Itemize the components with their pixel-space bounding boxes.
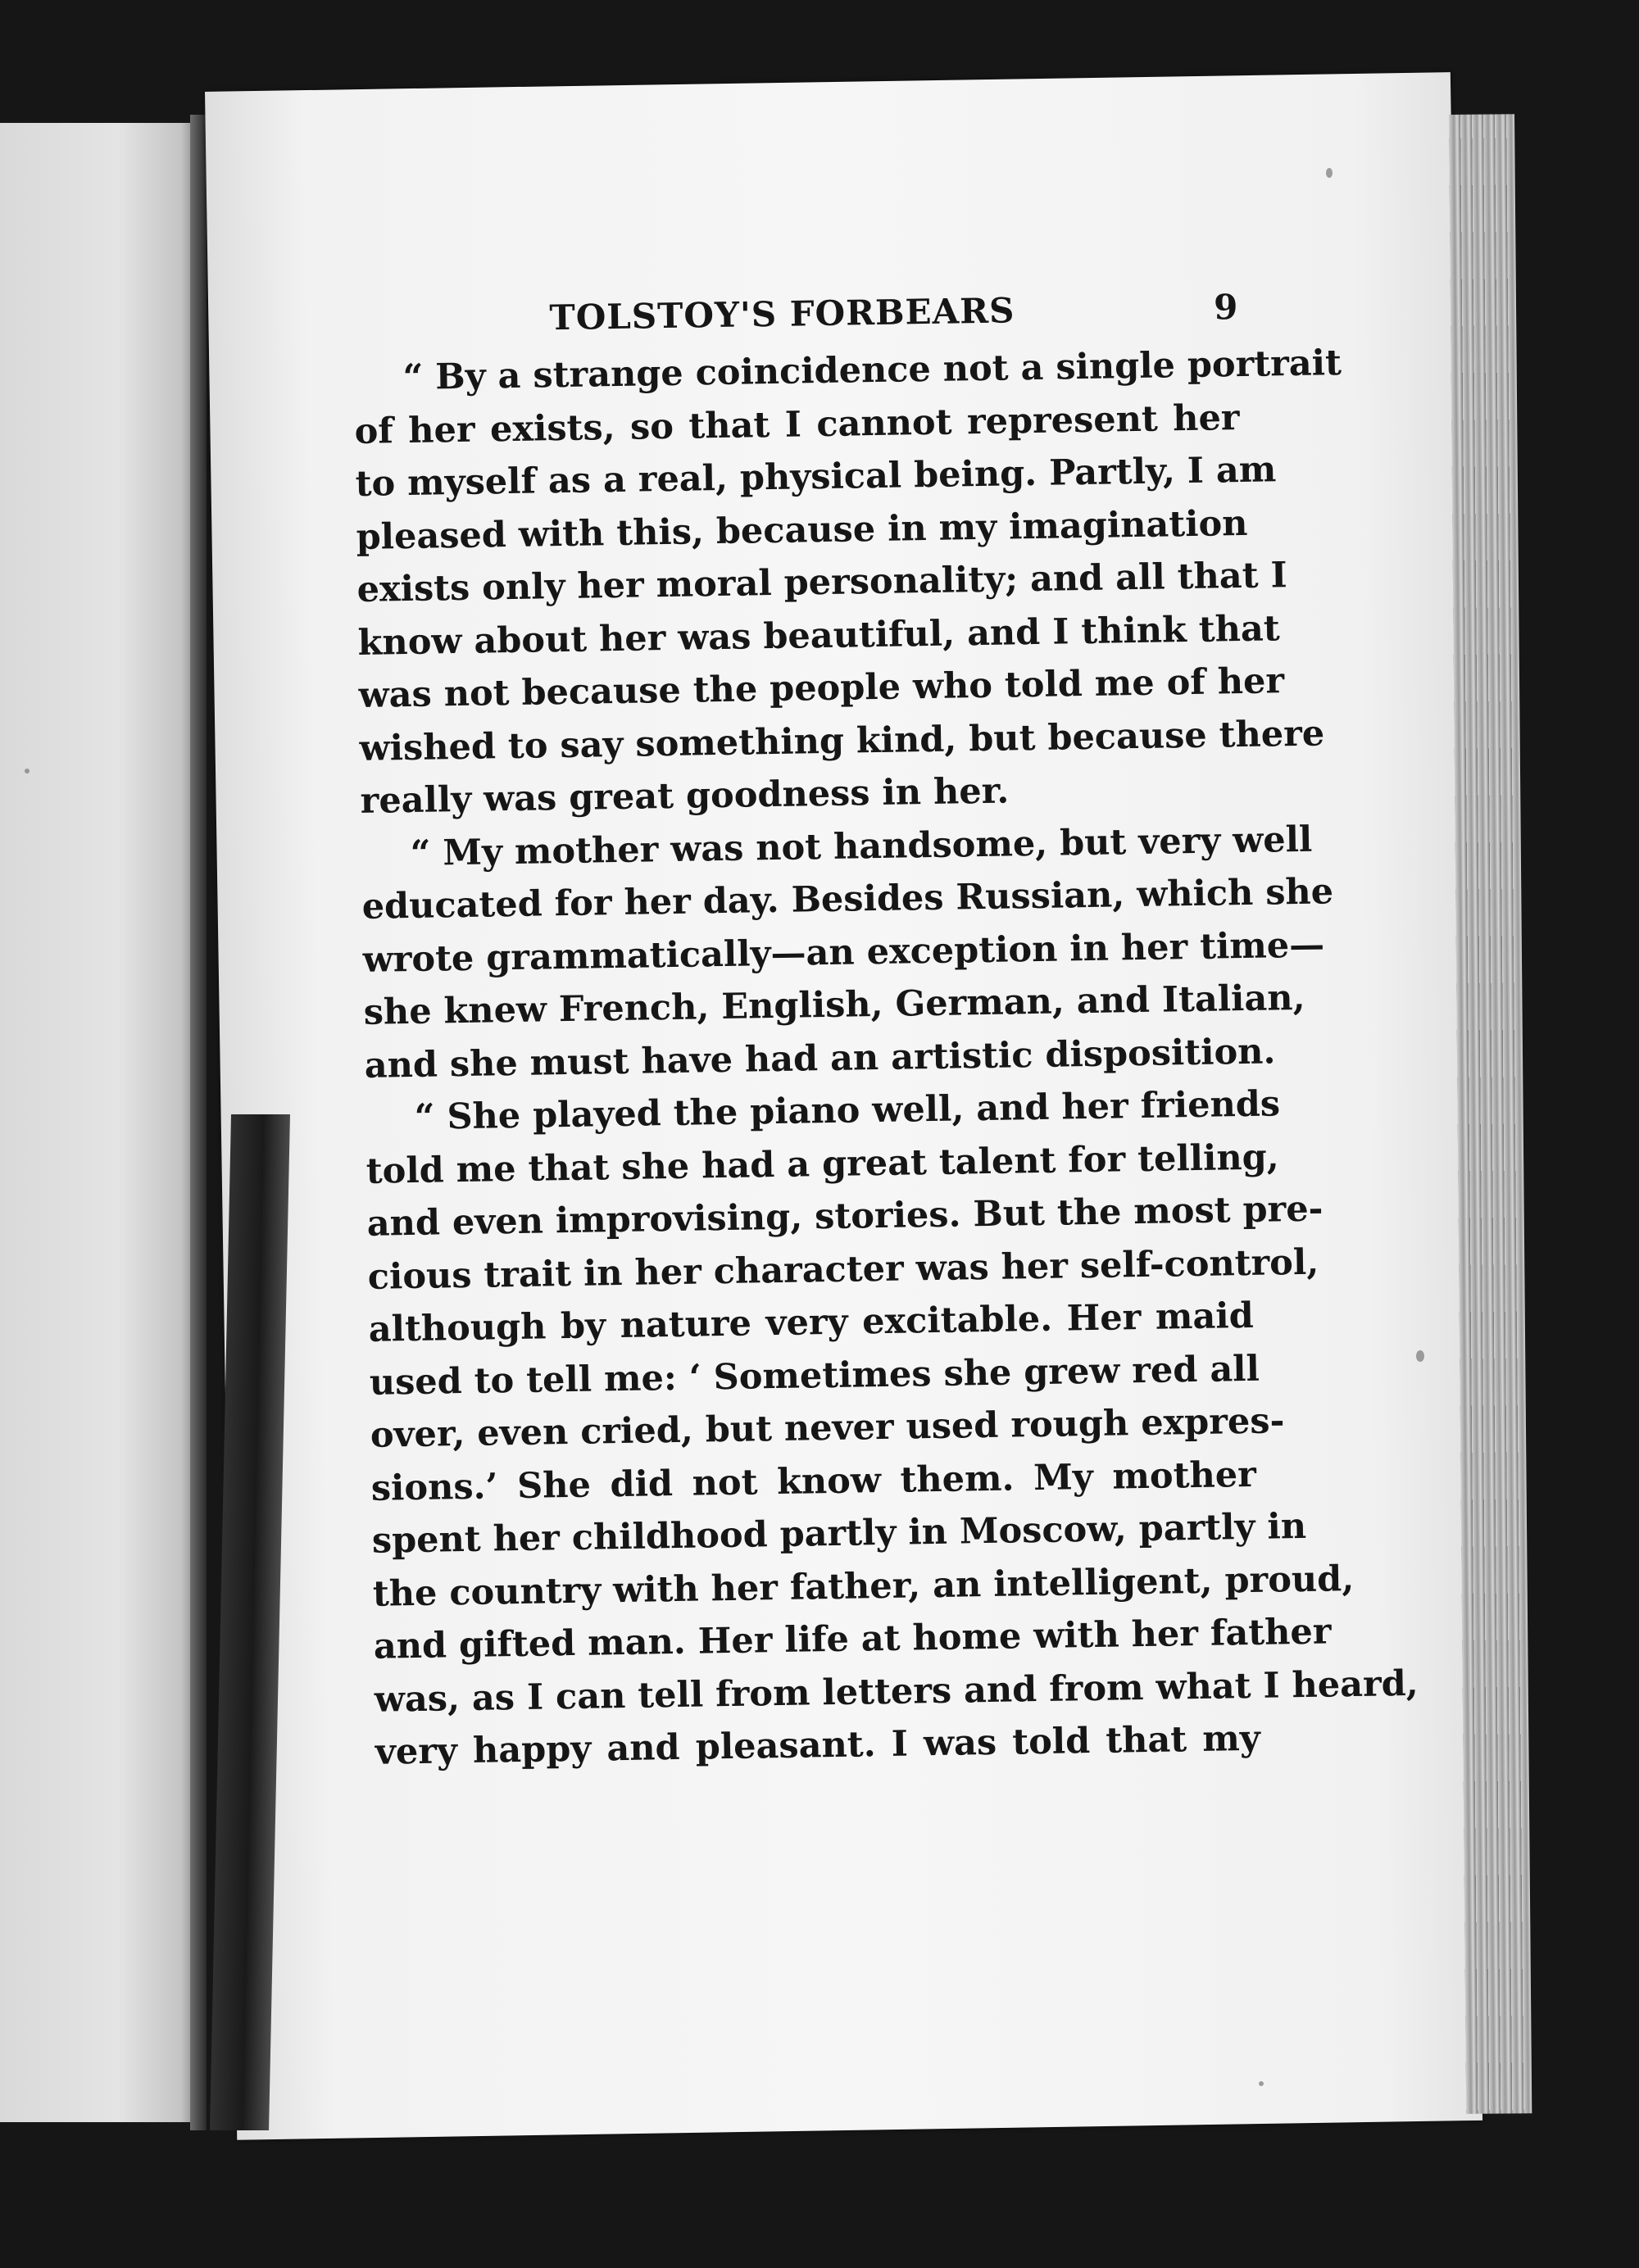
paper-speck (1326, 168, 1333, 178)
text-line: “ By a strange coincidence not a single portrait (402, 342, 1342, 399)
text-line: sions.’ She did not know them. My mother (370, 1454, 1257, 1509)
text-line: to myself as a real, physical being. Partly, I am (355, 449, 1277, 505)
text-line: spent her childhood partly in Moscow, partly in (371, 1505, 1307, 1562)
text-line: wrote grammatically—an exception in her time— (362, 923, 1325, 981)
text-line: and she must have had an artistic disposition. (364, 1030, 1276, 1086)
text-line: “ She played the piano well, and her friends (414, 1083, 1281, 1138)
text-line: very happy and pleasant. I was told that my (375, 1717, 1261, 1773)
text-line: told me that she had a great talent for telling, (365, 1136, 1280, 1192)
text-line: was, as I can tell from letters and from what I heard, (374, 1662, 1419, 1721)
running-head-title: TOLSTOY'S FORBEARS (549, 290, 1015, 338)
text-line: used to tell me: ‘ Sometimes she grew red all (369, 1348, 1260, 1404)
left-facing-page (0, 123, 197, 2122)
paper-speck (25, 769, 30, 773)
text-line: and even improvising, stories. But the most pre- (366, 1188, 1323, 1245)
paragraph (365, 1078, 1419, 1779)
text-line: and gifted man. Her life at home with her father (373, 1611, 1332, 1667)
text-line: she knew French, English, German, and Italian, (363, 977, 1305, 1033)
paper-speck (1259, 2081, 1264, 2086)
text-line: over, even cried, but never used rough expres- (370, 1400, 1285, 1456)
paragraph (361, 814, 1334, 1091)
text-line: wished to say something kind, but because there (359, 712, 1325, 769)
text-line: cious trait in her character was her self-control, (367, 1241, 1319, 1298)
paper-speck (1416, 1350, 1424, 1362)
text-line: know about her was beautiful, and I think that (357, 607, 1281, 664)
text-line: of her exists, so that I cannot represent her (354, 397, 1240, 452)
binding-gutter (190, 115, 207, 2130)
page-text (352, 281, 1419, 1779)
page-number: 9 (1213, 287, 1238, 328)
text-line: the country with her father, an intelligent, proud, (372, 1558, 1355, 1615)
text-line: pleased with this, because in my imagination (356, 502, 1248, 558)
text-line: although by nature very excitable. Her maid (368, 1295, 1255, 1350)
text-line: was not because the people who told me of her (358, 660, 1285, 716)
text-line: really was great goodness in her. (360, 770, 1010, 822)
text-line: exists only her moral personality; and all that I (356, 555, 1288, 610)
text-line: “ My mother was not handsome, but very well (410, 819, 1313, 874)
text-line: educated for her day. Besides Russian, which she (361, 871, 1334, 928)
paragraph (353, 338, 1342, 828)
